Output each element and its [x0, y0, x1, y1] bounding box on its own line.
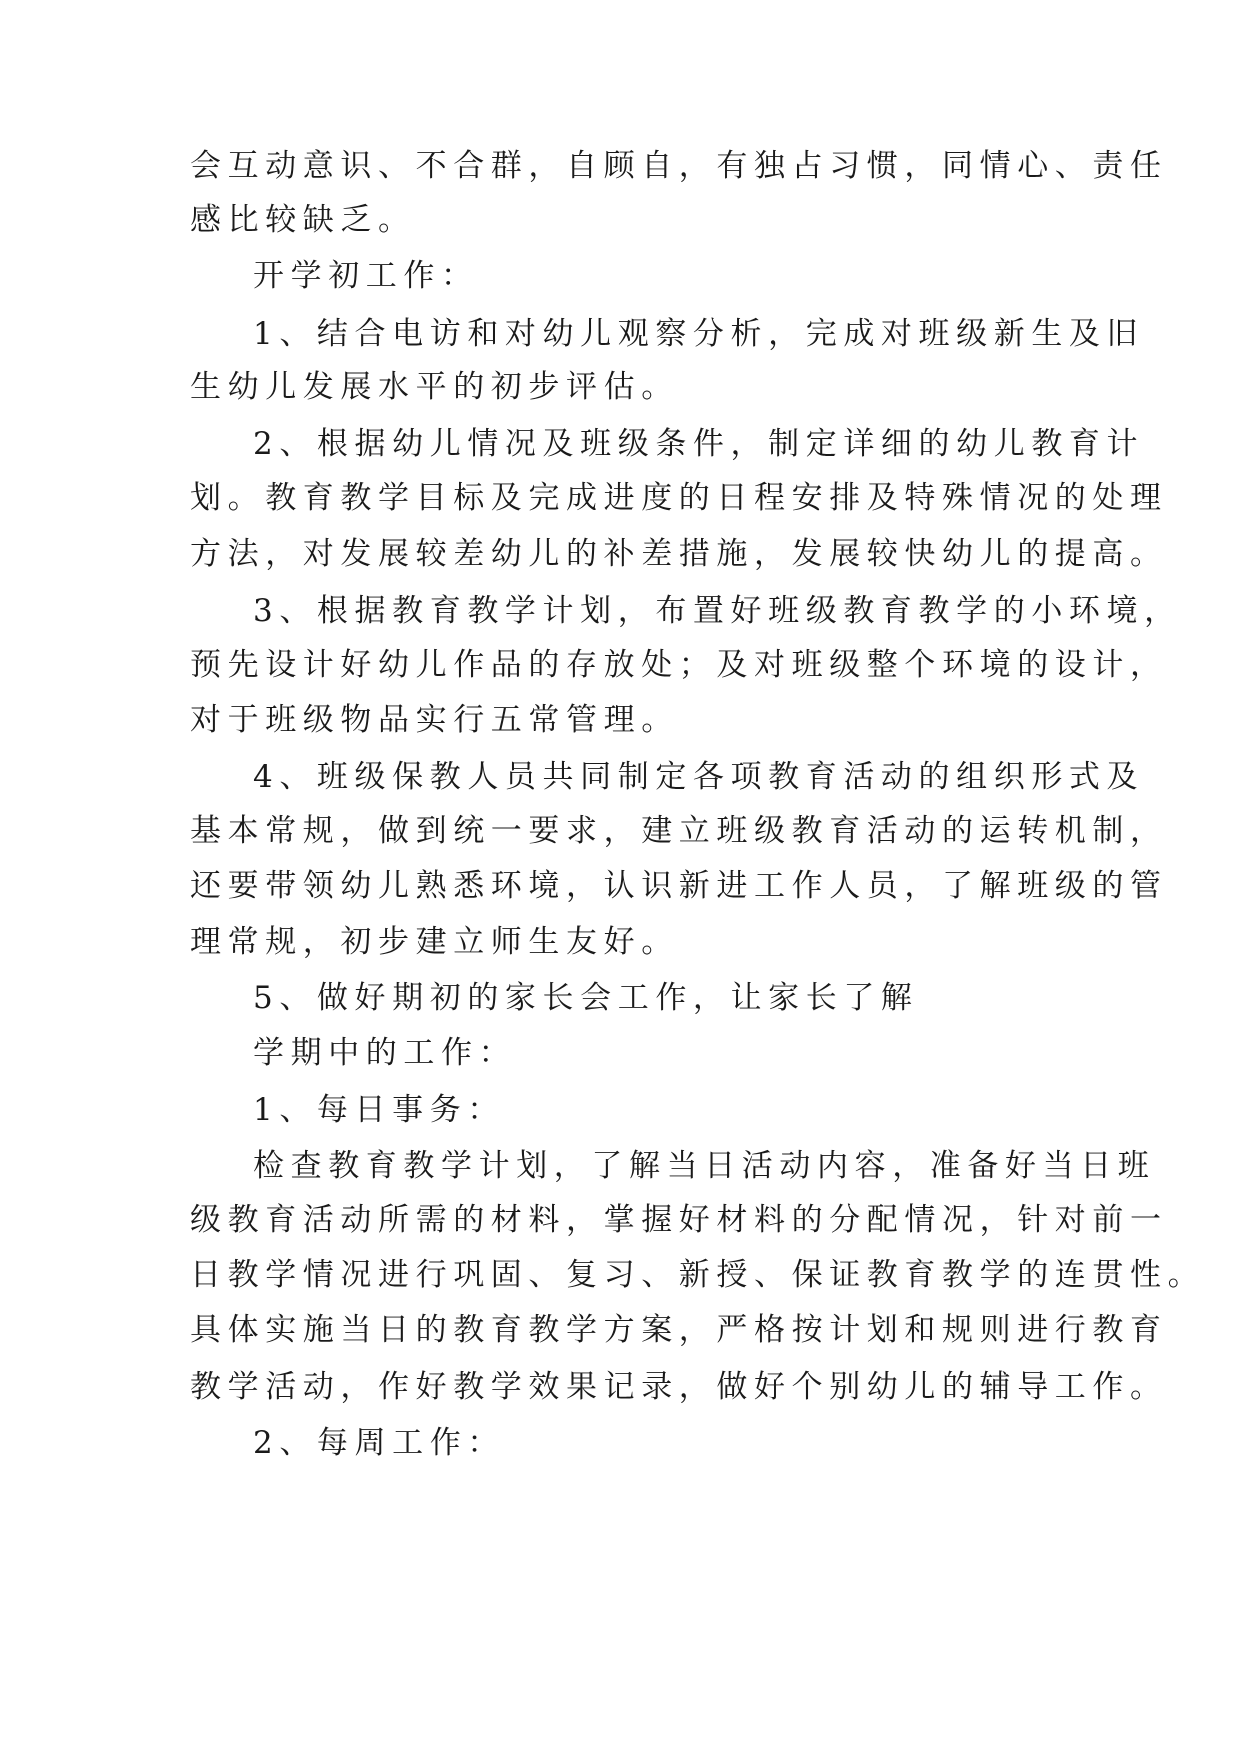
text-line: 基本常规，做到统一要求，建立班级教育活动的运转机制，: [190, 813, 1168, 849]
text-line: 3、根据教育教学计划，布置好班级教育教学的小环境，: [253, 593, 1182, 629]
text-line: 理常规，初步建立师生友好。: [190, 924, 679, 960]
text-line: 划。教育教学目标及完成进度的日程安排及特殊情况的处理: [190, 480, 1168, 516]
text-line: 具体实施当日的教育教学方案，严格按计划和规则进行教育: [190, 1312, 1168, 1348]
text-line: 1、结合电访和对幼儿观察分析，完成对班级新生及旧: [253, 316, 1145, 352]
text-line: 级教育活动所需的材料，掌握好材料的分配情况，针对前一: [190, 1202, 1168, 1238]
text-line: 5、做好期初的家长会工作，让家长了解: [253, 980, 919, 1016]
text-line: 日教学情况进行巩固、复习、新授、保证教育教学的连贯性。: [190, 1257, 1206, 1293]
text-line: 检查教育教学计划，了解当日活动内容，准备好当日班: [253, 1148, 1156, 1184]
text-line: 感比较缺乏。: [190, 202, 416, 238]
text-line: 1、每日事务：: [253, 1092, 505, 1128]
text-line: 开学初工作：: [253, 258, 479, 294]
text-line: 学期中的工作：: [253, 1035, 517, 1071]
text-line: 教学活动，作好教学效果记录，做好个别幼儿的辅导工作。: [190, 1369, 1168, 1405]
text-line: 2、根据幼儿情况及班级条件，制定详细的幼儿教育计: [253, 426, 1145, 462]
text-line: 2、每周工作：: [253, 1425, 505, 1461]
text-line: 4、班级保教人员共同制定各项教育活动的组织形式及: [253, 759, 1145, 795]
text-line: 预先设计好幼儿作品的存放处；及对班级整个环境的设计，: [190, 647, 1168, 683]
text-line: 对于班级物品实行五常管理。: [190, 702, 679, 738]
text-line: 会互动意识、不合群，自顾自，有独占习惯，同情心、责任: [190, 148, 1168, 184]
text-line: 还要带领幼儿熟悉环境，认识新进工作人员，了解班级的管: [190, 868, 1168, 904]
text-line: 方法，对发展较差幼儿的补差措施，发展较快幼儿的提高。: [190, 536, 1168, 572]
text-line: 生幼儿发展水平的初步评估。: [190, 369, 679, 405]
